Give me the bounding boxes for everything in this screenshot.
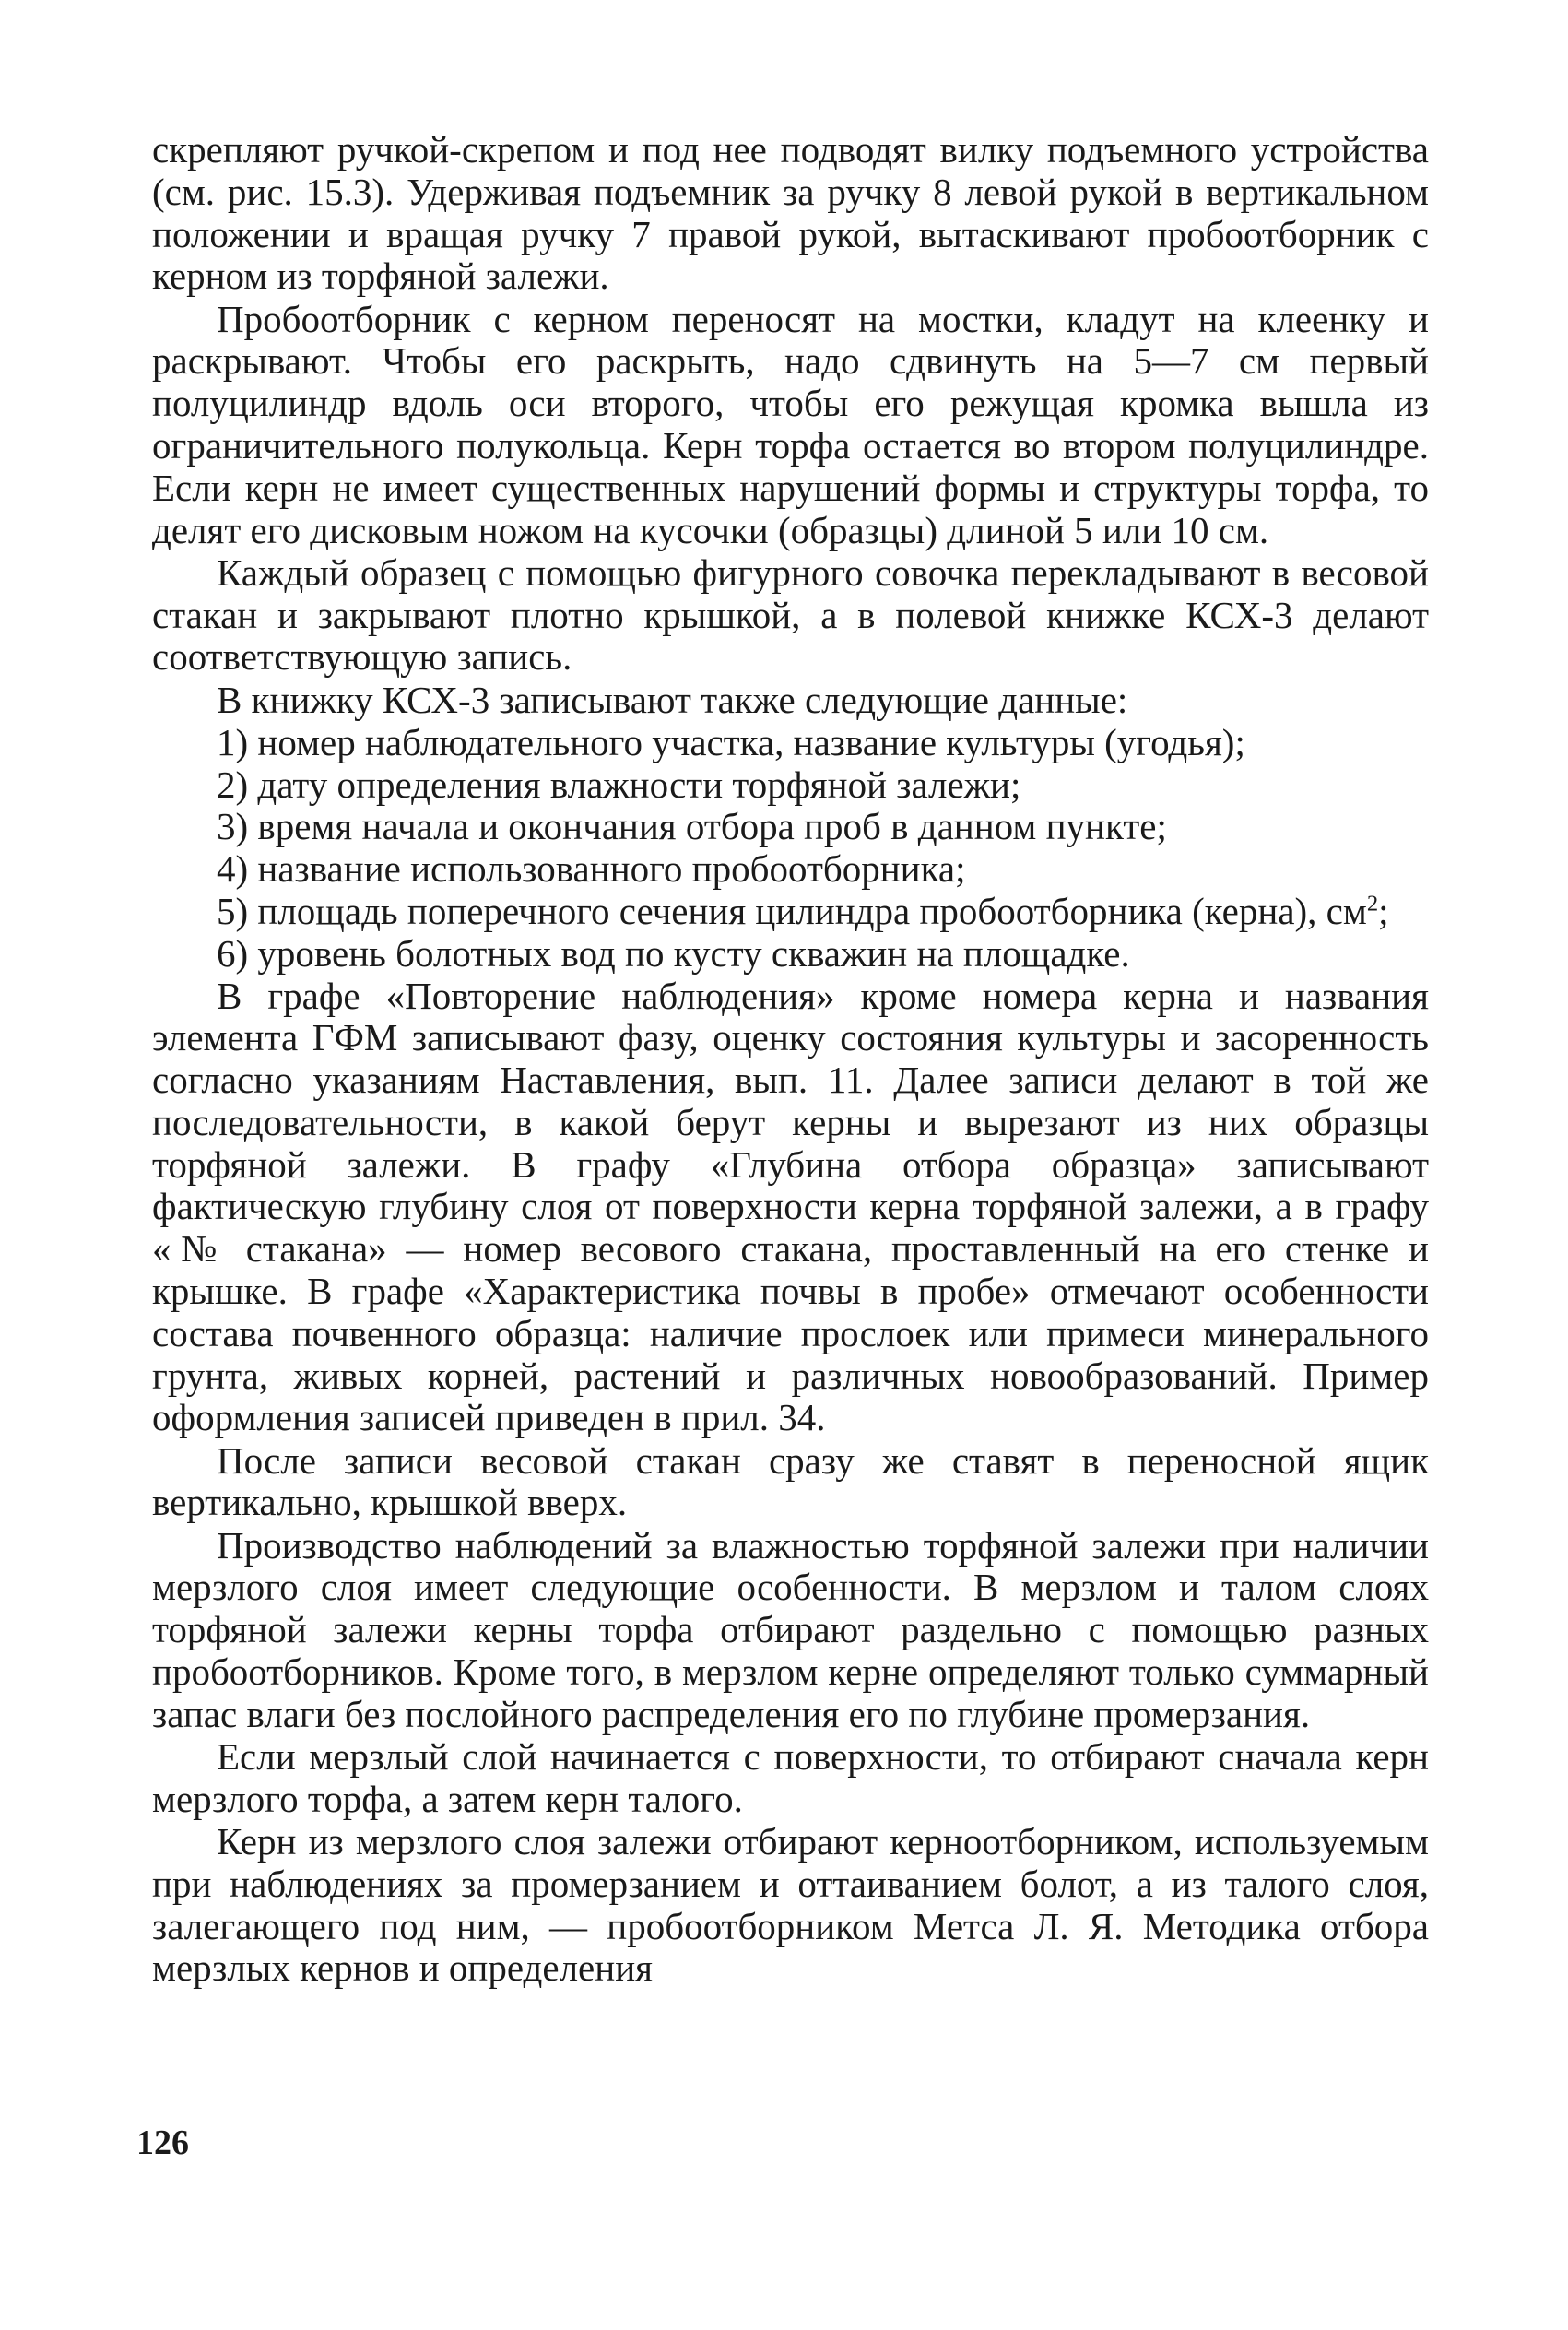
list-item-4: 4) название использованного пробоотборника;	[217, 847, 966, 891]
list-item-5	[152, 891, 1429, 933]
list-item-1: 1) номер наблюдательного участка, название культуры (угодья);	[217, 720, 1245, 763]
paragraph-3: Каждый образец с помощью фигурного совочка перекладывают в весовой стакан и закрывают плотно крышкой, а в полевой книжке КСХ-3 делают соответствующую запись.	[152, 550, 1429, 679]
list-item-3: 3) время начала и окончания отбора проб в данном пункте;	[217, 805, 1167, 848]
paragraph-5: В графе «Повторение наблюдения» кроме номера керна и названия элемента ГФМ записывают фазу, оценку состояния культуры и засоренность согласно указаниям Наставления, вып. 11. Далее записи делают в той же последовательности, в какой берут керны и вырезают из них образцы торфяной залежи. В графу «Глубина отбора образца» записывают фактическую глубину слоя от поверхности керна торфяной залежи, а в графу «№ стакана» — номер весового стакана, проставленный на его стенке и крышке. В графе «Характеристика почвы в пробе» отмечают особенности состава почвенного образца: наличие прослоек или примеси минерального грунта, живых корней, растений и различных новообразований. Пример оформления записей приведен в прил. 34.	[152, 974, 1429, 1439]
paragraph-6: После записи весовой стакан сразу же ставят в переносной ящик вертикально, крышкой вверх.	[152, 1438, 1429, 1524]
paragraph-1: скрепляют ручкой-скрепом и под нее подводят вилку подъемного устройства (см. рис. 15.3). Удерживая подъемник за ручку 8 левой рукой в вертикальном положении и вращая ручку 7 правой рукой, вытаскивают пробоотборник с керном из торфяной залежи.	[152, 128, 1429, 298]
list-item-6: 6) уровень болотных вод по кусту скважин на площадке.	[217, 931, 1130, 975]
paragraph-8: Если мерзлый слой начинается с поверхности, то отбирают сначала керн мерзлого торфа, а затем керн талого.	[152, 1735, 1429, 1820]
paragraph-9: Керн из мерзлого слоя залежи отбирают керноотборником, используемым при наблюдениях за промерзанием и оттаиванием болот, а из талого слоя, залегающего под ним, — пробоотборником Метса Л. Я. Методика отбора мерзлых кернов и определения	[152, 1820, 1429, 1990]
paragraph-7: Производство наблюдений за влажностью торфяной залежи при наличии мерзлого слоя имеет следующие особенности. В мерзлом и талом слоях торфяной залежи керны торфа отбирают раздельно с помощью разных пробоотборников. Кроме того, в мерзлом керне определяют только суммарный запас влаги без послойного распределения его по глубине промерзания.	[152, 1523, 1429, 1735]
list-item-5-superscript: 2	[1366, 891, 1379, 917]
body-text	[152, 129, 1429, 1991]
list-item-2: 2) дату определения влажности торфяной залежи;	[217, 763, 1021, 806]
page-number: 126	[136, 2123, 189, 2162]
paragraph-4: В книжку КСХ-3 записывают также следующие данные:	[217, 678, 1128, 721]
list-item-5-text: 5) площадь поперечного сечения цилиндра пробоотборника (керна), см	[217, 889, 1367, 932]
list-item-5-tail: ;	[1378, 889, 1389, 932]
paragraph-2: Пробоотборник с керном переносят на мостки, кладут на клеенку и раскрывают. Чтобы его раскрыть, надо сдвинуть на 5—7 см первый полуцилиндр вдоль оси второго, чтобы его режущая кромка вышла из ограничительного полукольца. Керн торфа остается во втором полуцилиндре. Если керн не имеет существенных нарушений формы и структуры торфа, то делят его дисковым ножом на кусочки (образцы) длиной 5 или 10 см.	[152, 297, 1429, 551]
